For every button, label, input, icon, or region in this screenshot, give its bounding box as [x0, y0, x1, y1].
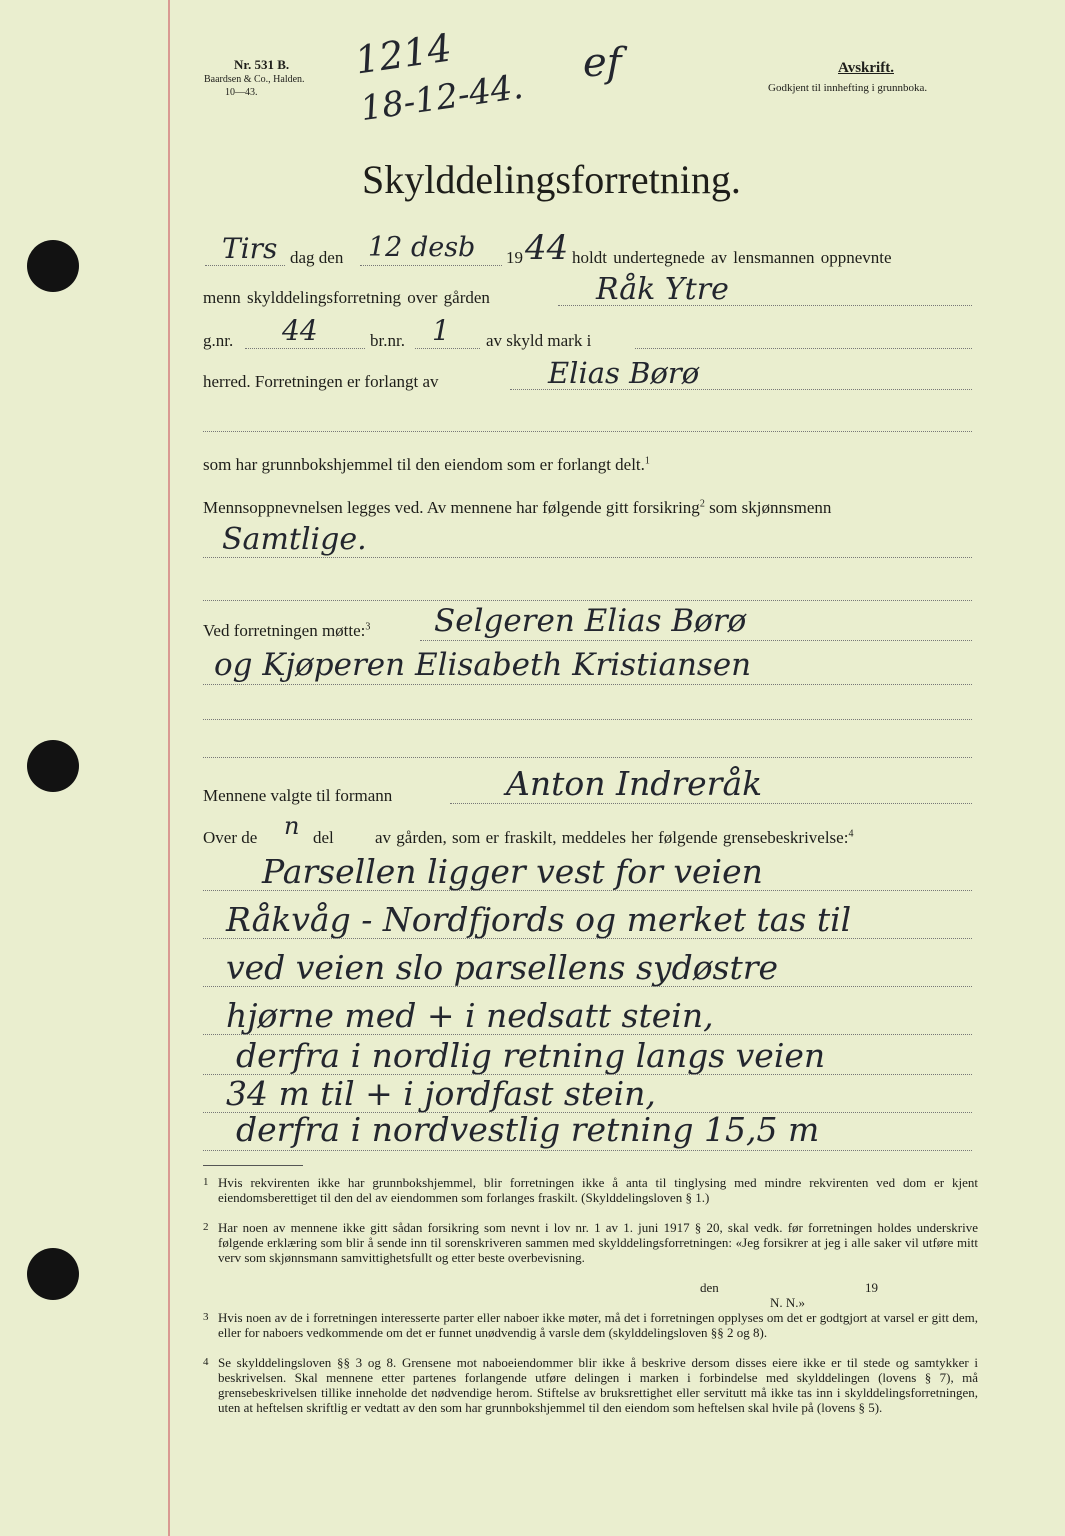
- attendee-buyer-handwritten: og Kjøperen Elisabeth Kristiansen: [214, 647, 752, 683]
- fill-line: [203, 684, 972, 685]
- fill-line: [203, 719, 972, 720]
- fill-line: [635, 348, 972, 349]
- stamp-initials: ef: [583, 40, 622, 86]
- year-handwritten: 44: [525, 228, 569, 268]
- gnr-label: g.nr.: [203, 331, 234, 350]
- dag-den-label: dag den: [290, 248, 344, 267]
- fill-line: [203, 890, 972, 891]
- signature-nn: N. N.»: [770, 1295, 806, 1310]
- gnr-handwritten: 44: [282, 314, 318, 347]
- printer-name: Baardsen & Co., Halden.: [204, 74, 305, 85]
- year-prefix: 19: [506, 248, 523, 267]
- footnote-text: Hvis noen av de i forretningen interesserte parter eller naboer ikke møter, må det i forretningen opplyses om det er godtgjort at varsel er gitt dem, eller for naboers vedkommende om det er funnet unødvendig å varsle dem (skylddelingsloven §§ 2 og 8).: [218, 1310, 978, 1340]
- fill-line: [203, 1034, 972, 1035]
- gaarden-text: [375, 828, 853, 848]
- farm-name-handwritten: Råk Ytre: [596, 272, 729, 307]
- fill-line: [360, 265, 502, 266]
- menns-text-tail: som skjønnsmenn: [709, 498, 832, 517]
- attendee-seller-handwritten: Selgeren Elias Børø: [434, 603, 747, 639]
- fill-line: [203, 600, 972, 601]
- menns-text: [203, 498, 831, 518]
- del-label: del: [313, 828, 334, 847]
- weekday-handwritten: Tirs: [222, 232, 278, 265]
- fill-line: [415, 348, 480, 349]
- fill-line: [203, 757, 972, 758]
- description-line: ved veien slo parsellens sydøstre: [226, 948, 779, 987]
- description-line: derfra i nordlig retning langs veien: [236, 1036, 826, 1075]
- over-label: Over de: [203, 828, 258, 847]
- over-handwritten: n: [284, 812, 300, 840]
- approval-text: Godkjent til innhefting i grunnboka.: [768, 82, 928, 94]
- fill-line: [203, 1074, 972, 1075]
- punch-hole: [27, 240, 79, 292]
- print-date: 10—43.: [225, 87, 258, 98]
- fill-line: [203, 938, 972, 939]
- fill-line: [510, 389, 972, 390]
- footnote-number: 3: [203, 1311, 209, 1323]
- grunnbok-text: [203, 455, 650, 475]
- grunnbok-text-body: som har grunnbokshjemmel til den eiendom som er forlangt delt.: [203, 455, 645, 474]
- fill-line: [450, 803, 972, 804]
- footnote-2-signature: [0, 1280, 1065, 1310]
- fill-line: [203, 557, 972, 558]
- copy-label: Avskrift.: [838, 60, 894, 76]
- margin-line: [168, 0, 170, 1536]
- formann-handwritten: Anton Indreråk: [506, 764, 763, 803]
- formann-label: Mennene valgte til formann: [203, 786, 393, 805]
- footnote-text: Se skylddelingsloven §§ 3 og 8. Grensene mot naboeiendommer blir ikke å beskrive dersom disses eiere ikke er til stede og samtykker i beskrivelsen. Skal mennene etter partenes forlangende utføre delingen i marken i forbindelse med skylddelingen (lovens § 7), må grensebeskrivelsen tillike inneholde det nødvendige herom. Stiftelse av bruksrettighet eller servitutt må ikke tas inn i skylddelingsforretningen, uten at heftelsen skriftlig er vedtatt av den som har grunnbokshjemmel til den eiendom som heftelsen skal hvile på (lovens § 5).: [218, 1355, 978, 1415]
- brnr-handwritten: 1: [432, 314, 450, 347]
- signature-den: den: [700, 1280, 719, 1295]
- brnr-label: br.nr.: [370, 331, 405, 350]
- holdt-text: holdt undertegnede av lensmannen oppnevnte: [572, 248, 892, 267]
- fill-line: [203, 1112, 972, 1113]
- gaarden-text-body: av gården, som er fraskilt, meddeles her følgende grensebeskrivelse:: [375, 828, 849, 847]
- skyld-text: av skyld mark i: [486, 331, 592, 350]
- footnote-number: 2: [203, 1221, 209, 1233]
- footnote-text: Har noen av mennene ikke gitt sådan forsikring som nevnt i lov nr. 1 av 1. juni 1917 § 20, skal vedk. før forretningen holdes underskrive følgende erklæring som blir å sende inn til sorenskriveren sammen med skylddelingsforretningen: «Jeg forsikrer at jeg i alle saker vil utføre mitt verv som skjønnsmann samvittighetsfullt og etter beste overbevisning.: [218, 1220, 978, 1265]
- footnote-text: Hvis rekvirenten ikke har grunnbokshjemmel, blir forretningen ikke å anta til tinglysing med mindre rekvirenten ved dom er kjent eiendomsberettiget til den del av eiendommen som forlanges fraskilt. (Skylddelingsloven § 1.): [218, 1175, 978, 1205]
- description-line: 34 m til + i jordfast stein,: [226, 1074, 656, 1113]
- form-number: Nr. 531 B.: [234, 57, 290, 72]
- fill-line: [558, 305, 972, 306]
- date-handwritten: 12 desb: [368, 232, 476, 263]
- motte-label: [203, 621, 370, 641]
- motte-label-text: Ved forretningen møtte:: [203, 621, 366, 640]
- footnote-number: 4: [203, 1356, 209, 1368]
- stamp-number: 1214: [352, 25, 455, 83]
- fill-line: [203, 986, 972, 987]
- footnote-ref: 2: [699, 498, 705, 510]
- stamp-date: 18-12-44.: [358, 66, 526, 130]
- requester-handwritten: Elias Børø: [548, 356, 700, 390]
- footnote-ref: 4: [848, 828, 854, 840]
- document-title: Skylddelingsforretning.: [362, 157, 741, 202]
- fill-line: [203, 431, 972, 432]
- footnote-ref: 3: [365, 621, 371, 633]
- description-line: derfra i nordvestlig retning 15,5 m: [236, 1110, 820, 1149]
- menn-text: menn skylddelingsforretning over gården: [203, 288, 490, 307]
- footnote-separator: [203, 1165, 303, 1166]
- footnote-number: 1: [203, 1176, 209, 1188]
- herred-text: herred. Forretningen er forlangt av: [203, 372, 439, 391]
- description-line: hjørne med + i nedsatt stein,: [226, 996, 714, 1035]
- fill-line: [203, 1150, 972, 1151]
- menns-text-body: Mennsoppnevnelsen legges ved. Av mennene har følgende gitt forsikring: [203, 498, 700, 517]
- description-line: Råkvåg - Nordfjords og merket tas til: [226, 900, 852, 939]
- fill-line: [245, 348, 365, 349]
- description-line: Parsellen ligger vest for veien: [262, 852, 763, 891]
- fill-line: [420, 640, 972, 641]
- samtlige-handwritten: Samtlige.: [222, 522, 367, 557]
- footnote-ref: 1: [644, 455, 650, 467]
- signature-year: 19: [865, 1280, 878, 1295]
- punch-hole: [27, 740, 79, 792]
- fill-line: [205, 265, 285, 266]
